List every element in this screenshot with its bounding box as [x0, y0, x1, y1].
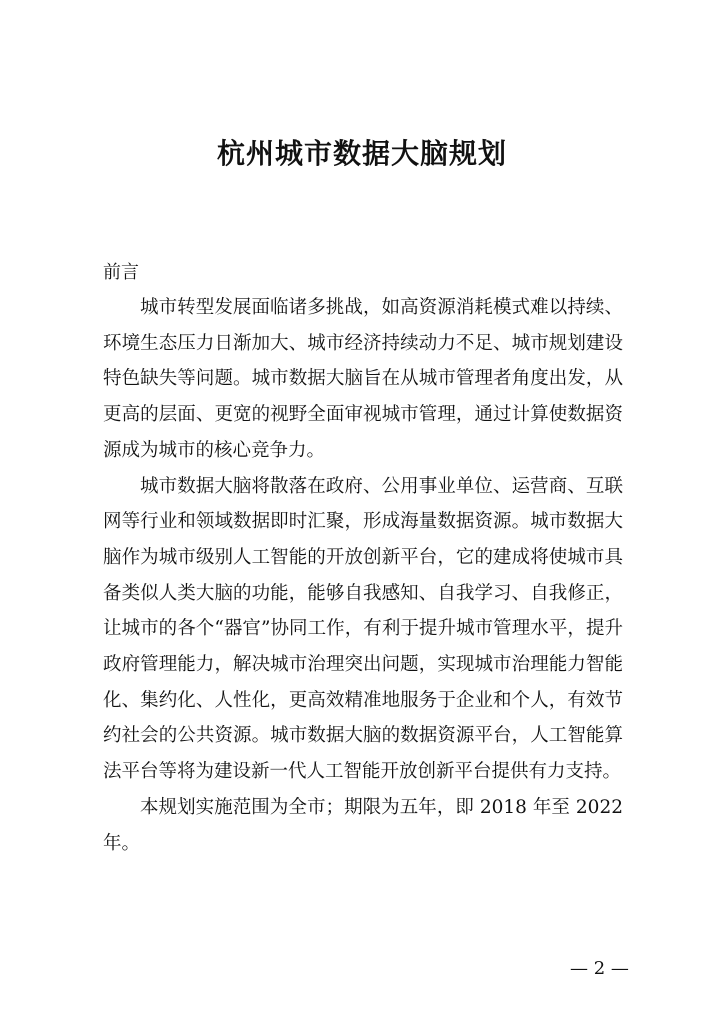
paragraph: 城市转型发展面临诸多挑战，如高资源消耗模式难以持续、环境生态压力日渐加大、城市经济持续动力不足、城市规划建设特色缺失等问题。城市数据大脑旨在从城市管理者角度出发，从更高的层面、更宽的视野全面审视城市管理，通过计算使数据资源成为城市的核心竞争力。 — [103, 297, 623, 461]
document-title: 杭州城市数据大脑规划 — [216, 137, 507, 170]
paragraph: 城市数据大脑将散落在政府、公用事业单位、运营商、互联网等行业和领域数据即时汇聚，形成海量数据资源。城市数据大脑作为城市级别人工智能的开放创新平台，它的建成将使城市具备类似人类大脑的功能，能够自我感知、自我学习、自我修正，让城市的各个“器官”协同工作，有利于提升城市管理水平，提升政府管理能力，解决城市治理突出问题，实现城市治理能力智能化、集约化、人性化，更高效精准地服务于企业和个人，有效节约社会的公共资源。城市数据大脑的数据资源平台，人工智能算法平台等将为建设新一代人工智能开放创新平台提供有力支持。 — [103, 475, 623, 783]
section-heading: 前言 — [103, 262, 139, 283]
document-body — [103, 290, 623, 861]
paragraph: 本规划实施范围为全市；期限为五年，即 2018 年至 2022 年。 — [103, 796, 623, 854]
page-number: — 2 — — [570, 958, 629, 979]
